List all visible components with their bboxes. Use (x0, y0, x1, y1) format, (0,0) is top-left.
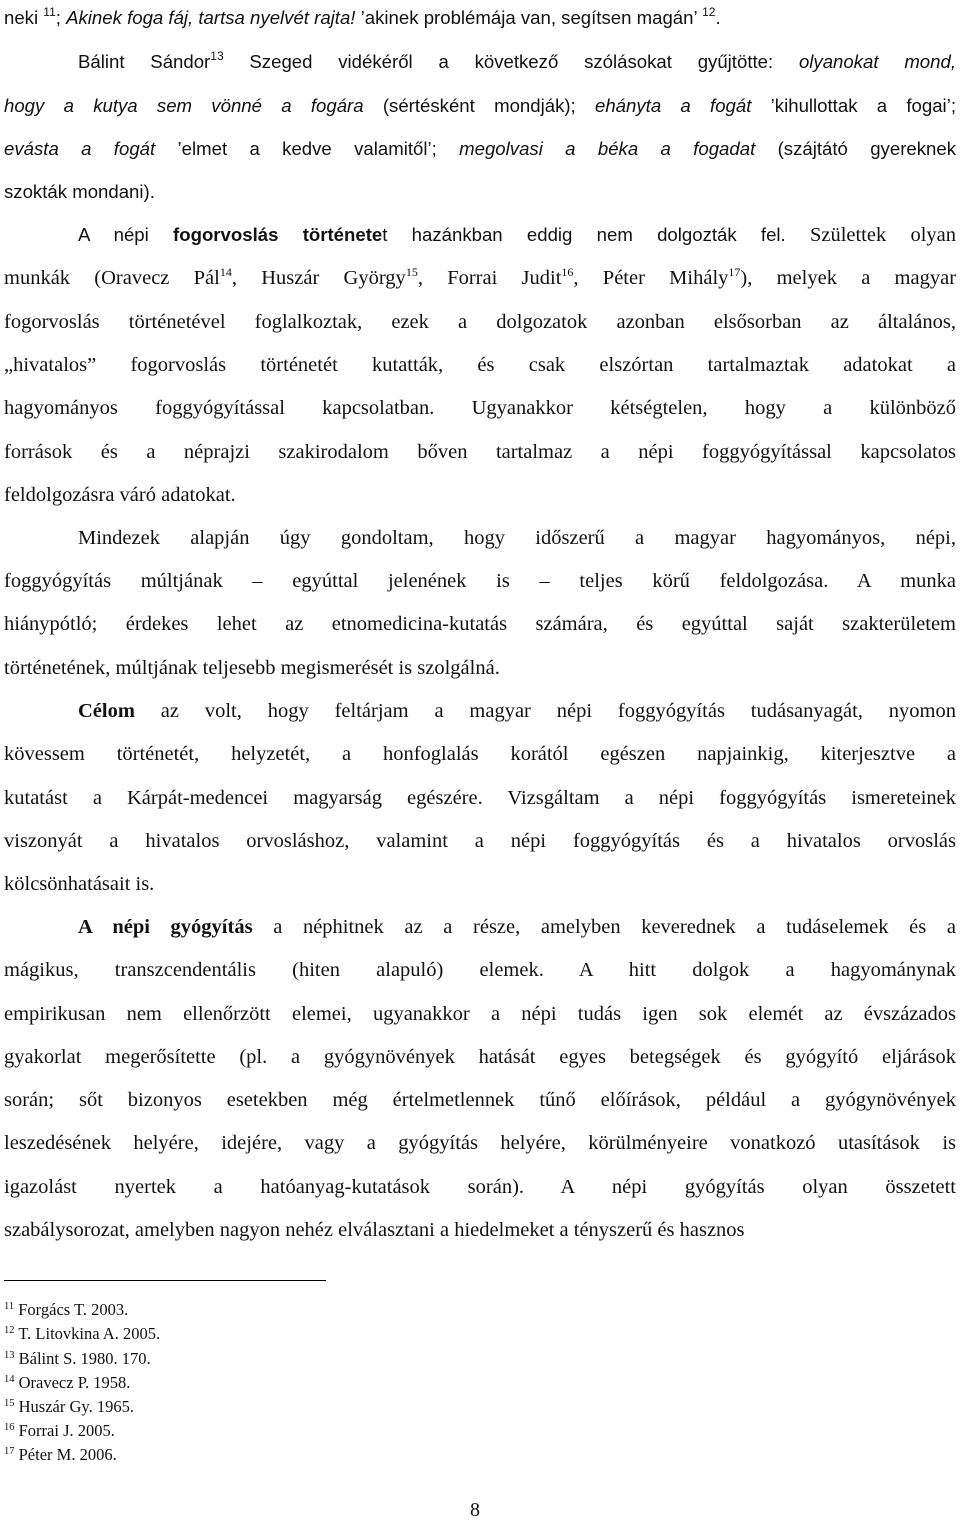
text-line-14: foggyógyítás múltjának – egyúttal jelenének is – teljes körű feldolgozása. A munka (4, 570, 956, 592)
text-line-26: során; sőt bizonyos esetekben még értelmetlennek tűnő előírások, például a gyógynövények (4, 1089, 956, 1111)
footnote-ref-16[interactable]: 16 (561, 265, 574, 279)
footnote-ref-17[interactable]: 17 (728, 265, 741, 279)
text-line-10: hagyományos foggyógyítással kapcsolatban. Ugyanakkor kétségtelen, hogy a különböző (4, 397, 956, 419)
footnote-13: $^{13}$ Bálint S. 1980. 170. (4, 1349, 151, 1368)
text-line-28: igazolást nyertek a hatóanyag-kutatások során). A népi gyógyítás olyan összetett (4, 1176, 956, 1198)
text-line-13: Mindezek alapján úgy gondoltam, hogy időszerű a magyar hagyományos, népi, (78, 527, 956, 549)
page-number: 8 (470, 1499, 480, 1521)
footnote-12: $^{12}$ T. Litovkina A. 2005. (4, 1324, 161, 1343)
text-line-2: Bálint Sándor$^{13}$ Szeged vidékéről a következő szólásokat gyűjtötte: olyanokat mond, (78, 49, 956, 72)
text-line-24: empirikusan nem ellenőrzött elemei, ugyanakkor a népi tudás igen sok elemét az évszázados (4, 1003, 956, 1025)
text-line-21: kölcsönhatásait is. (4, 873, 155, 895)
footnote-16: $^{16}$ Forrai J. 2005. (4, 1421, 115, 1440)
text-line-8: fogorvoslás történetével foglalkoztak, ezek a dolgozatok azonban elsősorban az általános, (4, 311, 956, 333)
footnote-ref-13[interactable]: 13 (210, 49, 224, 63)
text-line-5: szokták mondani). (4, 181, 155, 202)
text-line-7: munkák (Oravecz Pál$^{14}$, Huszár György$^{15}$, Forrai Judit$^{16}$, Péter Mihály$^{17}$), melyek a magyar (4, 265, 957, 289)
text-line-11: források és a néprajzi szakirodalom bőven tartalmaz a népi foggyógyítással kapcsolatos (4, 441, 956, 463)
footnote-ref-11[interactable]: 11 (43, 5, 56, 19)
footnote-11: $^{11}$ Forgács T. 2003. (4, 1300, 129, 1319)
text-line-18: kövessem történetét, helyzetét, a honfoglalás korától egészen napjainkig, kiterjesztve a (4, 743, 956, 765)
text-line-17: Célom az volt, hogy feltárjam a magyar népi foggyógyítás tudásanyagát, nyomon (78, 700, 956, 722)
text-line-12: feldolgozásra váró adatokat. (4, 484, 236, 506)
text-line-25: gyakorlat megerősítette (pl. a gyógynövények hatását egyes betegségek és gyógyító eljárások (4, 1046, 956, 1068)
footnote-ref-14[interactable]: 14 (219, 265, 232, 279)
text-line-3: hogy a kutya sem vönné a fogára (sértésként mondják); ehányta a fogát ’kihullottak a fogai’; (4, 95, 956, 116)
text-line-19: kutatást a Kárpát-medencei magyarság egészére. Vizsgáltam a népi foggyógyítás ismereteinek (4, 787, 956, 809)
text-line-4: evásta a fogát ’elmet a kedve valamitől’; megolvasi a béka a fogadat (szájtátó gyereknek (4, 138, 956, 159)
text-line-29: szabálysorozat, amelyben nagyon nehéz elválasztani a hiedelmeket a tényszerű és hasznos (4, 1219, 745, 1241)
footnote-ref-15[interactable]: 15 (405, 265, 418, 279)
text-line-27: leszedésének helyére, idejére, vagy a gyógyítás helyére, körülményeire vonatkozó utasítások is (4, 1132, 956, 1154)
footnote-15: $^{15}$ Huszár Gy. 1965. (4, 1397, 134, 1416)
text-line-15: hiánypótló; érdekes lehet az etnomedicina-kutatás számára, és egyúttal saját szakterületem (4, 613, 956, 635)
text-line-22: A népi gyógyítás a néphitnek az a része, amelyben keverednek a tudáselemek és a (78, 916, 956, 938)
text-line-20: viszonyát a hivatalos orvosláshoz, valamint a népi foggyógyítás és a hivatalos orvoslás (4, 830, 956, 852)
text-line-16: történetének, múltjának teljesebb megismerését is szolgálná. (4, 657, 500, 679)
text-line-1: neki $^{11}$; Akinek foga fáj, tartsa nyelvét rajta! ’akinek problémája van, segítsen magán’ $^{12}$. (4, 5, 721, 28)
footnote-14: $^{14}$ Oravecz P. 1958. (4, 1373, 131, 1392)
text-line-9: „hivatalos” fogorvoslás történetét kutatták, és csak elszórtan tartalmaztak adatokat a (4, 354, 956, 376)
text-line-6: A népi fogorvoslás történetet hazánkban eddig nem dolgozták fel. Születtek olyan (78, 224, 956, 246)
text-line-23: mágikus, transzcendentális (hiten alapuló) elemek. A hitt dolgok a hagyománynak (4, 959, 956, 981)
footnote-separator (4, 1280, 326, 1281)
footnote-ref-12[interactable]: 12 (702, 5, 716, 19)
footnote-17: $^{17}$ Péter M. 2006. (4, 1445, 117, 1464)
